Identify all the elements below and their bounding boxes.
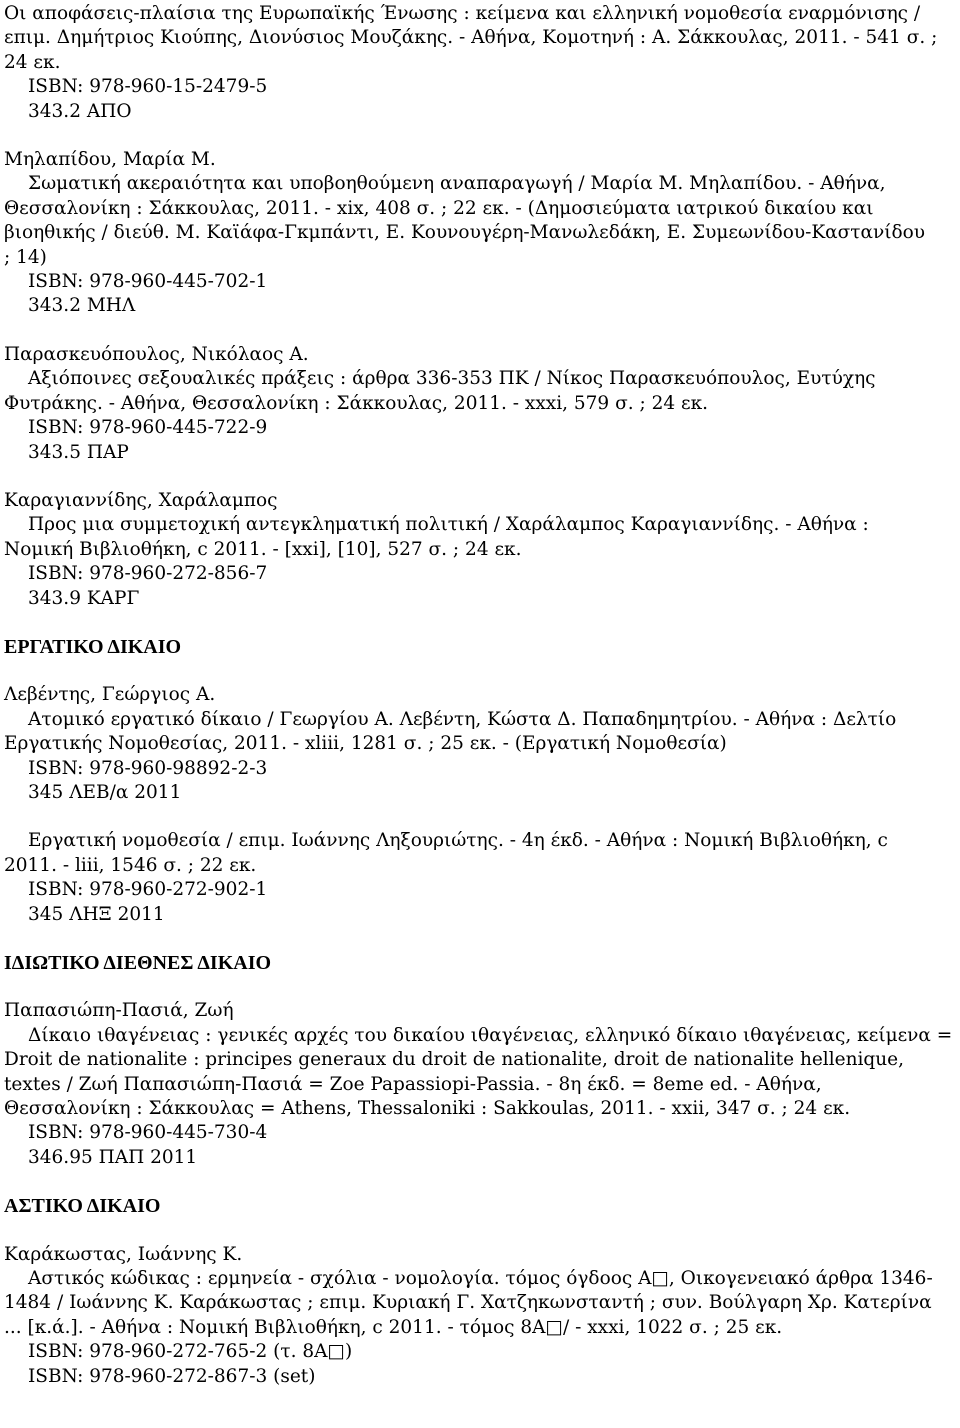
entry-title-line: Θεσσαλονίκη : Σάκκουλας, 2011. - xix, 408 σ. ; 22 εκ. - (Δημοσιεύματα ιατρικού δικαίου και [4, 197, 874, 219]
entry-shelfmark: 343.5 ΠΑΡ [28, 441, 129, 463]
entry-isbn: ISBN: 978-960-445-730-4 [28, 1122, 268, 1144]
entry-title-line: Νομική Βιβλιοθήκη, c 2011. - [xxi], [10], 527 σ. ; 24 εκ. [4, 538, 522, 560]
entry-author: Καραγιαννίδης, Χαράλαμπος [4, 489, 278, 511]
entry-title-line: 24 εκ. [4, 51, 61, 73]
entry-isbn: ISBN: 978-960-445-722-9 [28, 417, 268, 439]
entry-title-line: Σωματική ακεραιότητα και υποβοηθούμενη αναπαραγωγή / Μαρία Μ. Μηλαπίδου. - Αθήνα, [28, 173, 886, 195]
entry-shelfmark: 345 ΛΗΞ 2011 [28, 903, 165, 925]
entry-title-line: Droit de nationalite : principes generaux du droit de nationalite, droit de nationalite hellenique, [4, 1049, 905, 1071]
entry-isbn: ISBN: 978-960-272-765-2 (τ. 8Α□) [28, 1341, 353, 1363]
entry-title-line: Εργατικής Νομοθεσίας, 2011. - xliii, 1281 σ. ; 25 εκ. - (Εργατική Νομοθεσία) [4, 733, 727, 755]
catalog-entry [4, 148, 956, 319]
entry-title-line: Εργατική νομοθεσία / επιμ. Ιωάννης Ληξουριώτης. - 4η έκδ. - Αθήνα : Νομική Βιβλιοθήκη, c [28, 830, 888, 852]
entry-author: Λεβέντης, Γεώργιος Α. [4, 684, 216, 706]
entry-title-line: 1484 / Ιωάννης Κ. Καράκωστας ; επιμ. Κυριακή Γ. Χατζηκωνσταντή ; συν. Βούλγαρη Χρ. Κατερίνα [4, 1292, 932, 1314]
entry-author: Καράκωστας, Ιωάννης Κ. [4, 1243, 243, 1265]
entry-author: Παρασκευόπουλος, Νικόλαος Α. [4, 343, 309, 365]
entry-title-line: Αστικός κώδικας : ερμηνεία - σχόλια - νομολογία. τόμος όγδοος Α□, Οικογενειακό άρθρα 1346- [28, 1268, 933, 1290]
entry-isbn: ISBN: 978-960-272-902-1 [28, 879, 268, 901]
entry-shelfmark: 343.9 ΚΑΡΓ [28, 587, 140, 609]
entry-isbn-set: ISBN: 978-960-272-867-3 (set) [28, 1365, 316, 1387]
catalog-entry [4, 2, 956, 124]
catalog-entry [4, 829, 956, 927]
section-heading-civil [4, 1194, 956, 1218]
entry-shelfmark: 343.2 ΑΠΟ [28, 100, 132, 122]
entry-title-line: βιοηθικής / διεύθ. Μ. Καϊάφα-Γκμπάντι, Ε. Κουνουγέρη-Μανωλεδάκη, Ε. Συμεωνίδου-Καστανίδου [4, 222, 926, 244]
section-title: ΑΣΤΙΚΟ ΔΙΚΑΙΟ [4, 1195, 161, 1218]
entry-title-line: ... [κ.ά.]. - Αθήνα : Νομική Βιβλιοθήκη, c 2011. - τόμος 8Α□/ - xxxi, 1022 σ. ; 25 εκ. [4, 1316, 783, 1338]
catalog-entry [4, 1243, 956, 1389]
entry-title-line: Οι αποφάσεις-πλαίσια της Ευρωπαϊκής Ένωσης : κείμενα και ελληνική νομοθεσία εναρμόνισης / [4, 3, 921, 24]
entry-isbn: ISBN: 978-960-272-856-7 [28, 563, 268, 585]
entry-title-line: 2011. - liii, 1546 σ. ; 22 εκ. [4, 854, 257, 876]
entry-title-line: επιμ. Δημήτριος Κιούπης, Διονύσιος Μουζάκης. - Αθήνα, Κομοτηνή : Α. Σάκκουλας, 2011. - 541 σ. ; [4, 27, 938, 49]
entry-title-line: Θεσσαλονίκη : Σάκκουλας = Athens, Thessaloniki : Sakkoulas, 2011. - xxii, 347 σ. ; 24 εκ. [4, 1098, 851, 1120]
entry-title-line: Δίκαιο ιθαγένειας : γενικές αρχές του δικαίου ιθαγένειας, ελληνικό δίκαιο ιθαγένειας, κείμενα = [28, 1024, 953, 1046]
catalog-entry [4, 489, 956, 611]
entry-isbn: ISBN: 978-960-98892-2-3 [28, 757, 268, 779]
catalog-entry [4, 343, 956, 465]
entry-author: Παπασιώπη-Πασιά, Ζωή [4, 1000, 234, 1022]
entry-shelfmark: 346.95 ΠΑΠ 2011 [28, 1146, 198, 1168]
section-title: ΙΔΙΩΤΙΚΟ ΔΙΕΘΝΕΣ ΔΙΚΑΙΟ [4, 952, 272, 974]
entry-title-line: ; 14) [4, 246, 47, 268]
entry-isbn: ISBN: 978-960-15-2479-5 [28, 76, 268, 98]
catalog-entry [4, 999, 956, 1170]
entry-title-line: Αξιόποινες σεξουαλικές πράξεις : άρθρα 336-353 ΠΚ / Νίκος Παρασκευόπουλος, Ευτύχης [28, 368, 876, 390]
entry-isbn: ISBN: 978-960-445-702-1 [28, 271, 268, 293]
entry-title-line: textes / Ζωή Παπασιώπη-Πασιά = Zoe Papassiopi-Passia. - 8η έκδ. = 8eme ed. - Αθήνα, [4, 1073, 822, 1095]
section-heading-private-intl [4, 951, 956, 975]
section-title: ΕΡΓΑΤΙΚΟ ΔΙΚΑΙΟ [4, 635, 182, 658]
entry-title-line: Ατομικό εργατικό δίκαιο / Γεωργίου Α. Λεβέντη, Κώστα Δ. Παπαδημητρίου. - Αθήνα : Δελτίο [28, 708, 897, 730]
entry-author: Μηλαπίδου, Μαρία Μ. [4, 149, 216, 171]
catalog-entry [4, 683, 956, 805]
entry-shelfmark: 343.2 ΜΗΛ [28, 295, 136, 317]
entry-title-line: Προς μια συμμετοχική αντεγκληματική πολιτική / Χαράλαμπος Καραγιαννίδης. - Αθήνα : [28, 514, 869, 536]
entry-title-line: Φυτράκης. - Αθήνα, Θεσσαλονίκη : Σάκκουλας, 2011. - xxxi, 579 σ. ; 24 εκ. [4, 392, 709, 414]
entry-shelfmark: 345 ΛΕΒ/α 2011 [28, 781, 182, 803]
section-heading-labor [4, 635, 956, 659]
